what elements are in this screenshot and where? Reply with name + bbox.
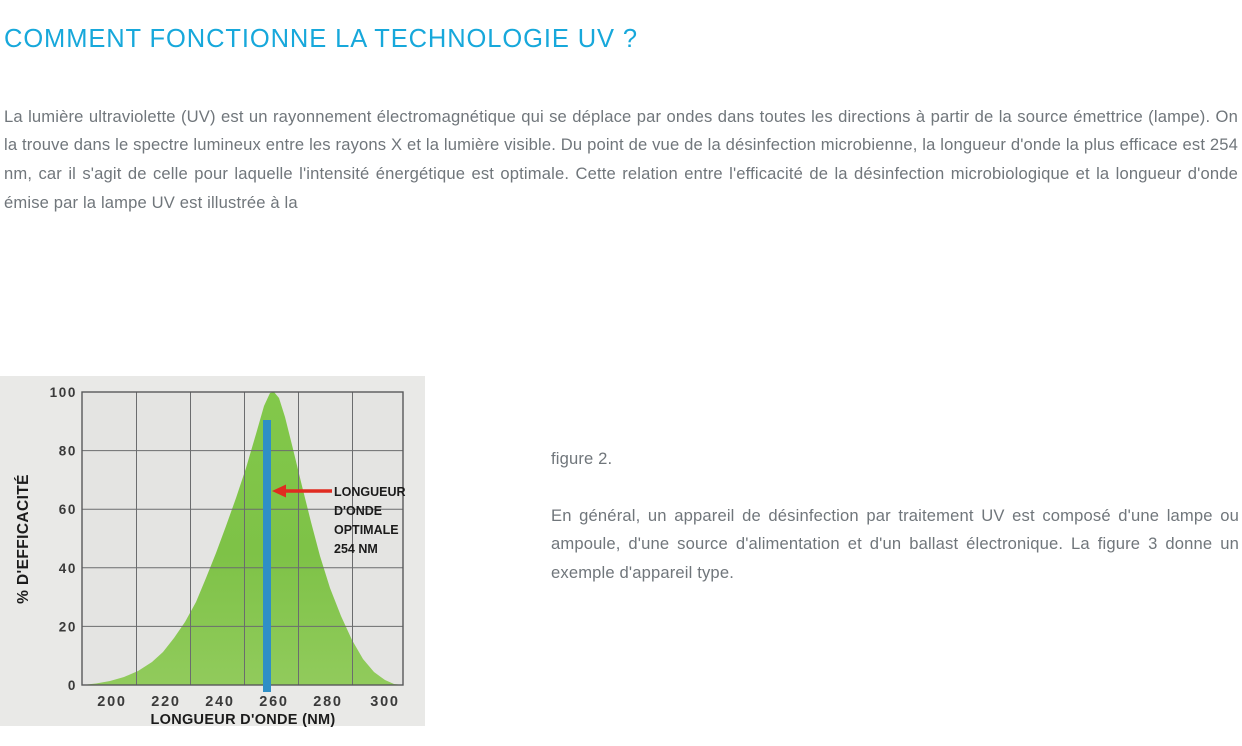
y-tick-80: 80 — [58, 443, 77, 459]
y-tick-20: 20 — [58, 619, 77, 635]
x-tick-260: 260 — [259, 694, 289, 710]
annotation-line-3: 254 NM — [334, 542, 378, 556]
chart-inner — [0, 376, 438, 737]
x-tick-200: 200 — [97, 694, 127, 710]
equipment-paragraph: En général, un appareil de désinfection par traitement UV est composé d'une lampe ou ampoule, d'une source d'alimentation et d'un ballast électronique. La figure 3 donne un exemple d'appareil type. — [551, 505, 1239, 583]
x-tick-220: 220 — [151, 694, 181, 710]
annotation-line-0: LONGUEUR — [334, 485, 406, 499]
right-text-column — [551, 445, 1239, 604]
y-tick-0: 0 — [67, 678, 77, 693]
x-tick-240: 240 — [205, 694, 235, 710]
page-title: COMMENT FONCTIONNE LA TECHNOLOGIE UV ? — [4, 25, 639, 54]
x-tick-300: 300 — [370, 694, 400, 710]
figure-reference: figure 2. — [551, 449, 613, 468]
optimal-wavelength-marker — [263, 420, 271, 692]
y-tick-40: 40 — [58, 560, 77, 576]
annotation-line-2: OPTIMALE — [334, 523, 399, 537]
y-tick-60: 60 — [58, 502, 77, 518]
annotation-line-1: D'ONDE — [334, 504, 383, 518]
y-axis-title: % D'EFFICACITÉ — [15, 474, 32, 604]
uv-effectiveness-chart — [0, 376, 438, 737]
chart-svg — [0, 376, 438, 737]
chart-right-margin — [425, 376, 438, 737]
x-axis-title: LONGUEUR D'ONDE (NM) — [150, 712, 336, 728]
y-tick-100: 100 — [49, 385, 77, 400]
intro-paragraph: La lumière ultraviolette (UV) est un rayonnement électromagnétique qui se déplace par ondes dans toutes les directions à partir de la source émettrice (lampe). On la trouve dans le spectre lumineux entre les rayons X et la lumière visible. Du point de vue de la désinfection microbienne, la longueur d'onde la plus efficace est 254 nm, car il s'agit de celle pour laquelle l'intensité énergétique est optimale. Cette relation entre l'efficacité de la désinfection microbiologique et la longueur d'onde émise par la lampe UV est illustrée à la — [4, 106, 1238, 212]
x-tick-280: 280 — [313, 694, 343, 710]
